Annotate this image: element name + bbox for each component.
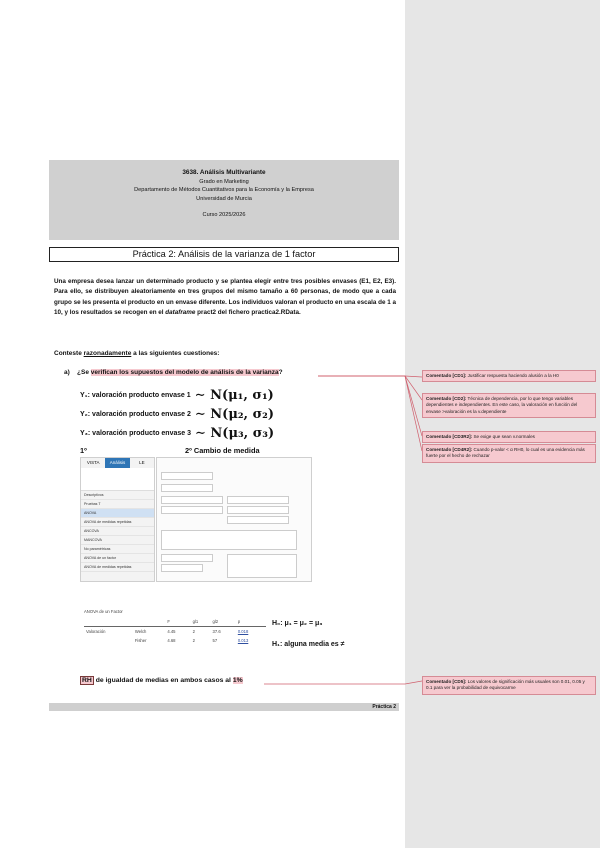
table-cell: 2 <box>192 629 195 634</box>
y-label: Y₁: valoración producto envase 1 <box>80 392 191 399</box>
comment-text: Se exige que sean v.normales <box>473 434 535 439</box>
rh-highlight[interactable]: 1% <box>232 677 243 684</box>
question-prefix: ¿Se <box>77 369 89 376</box>
menu-item[interactable]: ANOVA <box>81 509 154 518</box>
table-cell: 4.45 <box>167 629 176 634</box>
anova-results <box>84 609 266 645</box>
tab-vista[interactable]: VISTA <box>86 460 100 465</box>
course-title: 3638. Análisis Multivariante <box>182 169 266 176</box>
table-header <box>133 617 166 627</box>
comment-text: Técnica de dependencia, por lo que tengo variables dependientes e independientes. En este caso, la valoración en función del envase >valoración es la v.dependiente <box>426 396 578 414</box>
menu-item[interactable]: ANOVA de medidas repetidas <box>81 563 154 572</box>
table-header: F <box>165 617 190 627</box>
table-cell: 4.68 <box>167 638 176 643</box>
table-header: gl1 <box>191 617 211 627</box>
hypothesis-h0: H₀: μ₁ = μ₂ = μ₃ <box>272 620 323 627</box>
table-row <box>84 627 266 637</box>
option-field[interactable] <box>161 506 223 514</box>
instructions-prefix: Conteste <box>54 350 82 357</box>
university: Universidad de Murcia <box>196 195 252 202</box>
intro-main: Una empresa desea lanzar un determinado producto y se plantea elegir entre tres posibles envases (E1, E2, E3). Para ello, se distribuyen aleatoriamente en tres grupos del mismo tamaño a 60 personas, de modo que a cada grupo se les presenta el producto en un envase diferente. Los individuos valoran el producto en una escala de 1 a 10, y los resultados se recogen en el <box>54 278 396 317</box>
question-a <box>64 369 283 376</box>
anova-title: ANOVA de un Factor <box>84 609 123 614</box>
comment-tag: Comentado [CD5]: <box>426 679 467 684</box>
table-cell: Fisher <box>134 638 147 643</box>
table-cell: Valoración <box>86 629 106 634</box>
table-cell: 2 <box>192 638 195 643</box>
y-variable-list <box>80 386 274 443</box>
table-header-row <box>84 617 266 627</box>
table-cell: 0.018 <box>237 629 249 634</box>
options-panel[interactable] <box>227 554 297 578</box>
table-header: p <box>236 617 266 627</box>
comment-tag: Comentado [CD2]: <box>426 396 467 401</box>
question-suffix: ? <box>278 369 283 376</box>
menu-item[interactable]: MANCOVA <box>81 536 154 545</box>
footer-label: Práctica 2 <box>372 704 396 710</box>
comment-cd2[interactable] <box>422 393 596 418</box>
table-cell <box>84 636 133 645</box>
comment-cd5[interactable] <box>422 676 596 695</box>
academic-year: Curso 2025/2026 <box>202 212 246 219</box>
analysis-menu <box>81 491 154 572</box>
menu-item[interactable]: ANOVA de un factor <box>81 554 154 563</box>
software-options-screenshot <box>156 457 312 582</box>
y-label: Y₃: valoración producto envase 3 <box>80 430 191 437</box>
table-row <box>84 636 266 645</box>
handwritten-note: ∼ N(μ₂, σ₂) <box>194 407 275 422</box>
step-label-1: 1º <box>80 446 87 455</box>
tab-analisis[interactable]: Análisis <box>105 458 129 468</box>
handwritten-note: ∼ N(μ₁, σ₁) <box>194 388 274 403</box>
page-footer <box>49 703 399 711</box>
comment-tag: Comentado [CD1]: <box>426 373 467 378</box>
rh-boxed[interactable]: RH <box>82 677 92 684</box>
handwritten-note: ∼ N(μ₃, σ₃) <box>195 426 275 441</box>
menu-item[interactable]: Descriptivos <box>81 491 154 500</box>
practice-title: Práctica 2: Análisis de la varianza de 1 factor <box>49 247 399 262</box>
software-menu-screenshot <box>80 457 155 582</box>
menu-item[interactable]: ANCOVA <box>81 527 154 536</box>
software-tabs <box>81 458 154 468</box>
question-marker: a) <box>64 369 70 376</box>
table-cell: 57 <box>212 638 218 643</box>
table-header <box>84 617 133 627</box>
option-field[interactable] <box>161 554 213 562</box>
comment-cd3r2[interactable] <box>422 431 596 443</box>
degree: Grado en Marketing <box>199 178 249 185</box>
option-field[interactable] <box>227 496 289 504</box>
menu-item[interactable]: ANOVA de medidas repetidas <box>81 518 154 527</box>
menu-item[interactable]: Pruebas T <box>81 500 154 509</box>
department: Departamento de Métodos Cuantitativos para la Economía y la Empresa <box>134 187 314 194</box>
intro-italic: dataframe <box>165 309 196 317</box>
anova-table <box>84 617 266 645</box>
comment-cd4r2[interactable] <box>422 444 596 463</box>
y-line-3 <box>80 424 274 443</box>
step-label-2: 2º Cambio de medida <box>185 446 260 455</box>
question-highlight[interactable]: verifican los supuestos del modelo de análisis de la varianza <box>90 369 279 376</box>
option-field[interactable] <box>161 472 213 480</box>
table-cell: 37.6 <box>212 629 221 634</box>
rh-text: de igualdad de medias en ambos casos al <box>95 677 231 684</box>
comment-text: Cuando p-valor < α RH0, lo cual es una evidencia más fuerte por el hecho de rechazar <box>426 447 585 459</box>
y-label: Y₂: valoración producto envase 2 <box>80 411 191 418</box>
rh-conclusion <box>80 677 243 684</box>
comment-tag: Comentado [CD4R2]: <box>426 447 473 452</box>
options-panel[interactable] <box>161 530 297 550</box>
table-cell: Welch <box>134 629 147 634</box>
comment-tag: Comentado [CD3R2]: <box>426 434 473 439</box>
comment-text: Justificar respuesta haciendo alusión a la H0 <box>467 373 559 378</box>
intro-end: pract2 del fichero practica2.RData. <box>197 309 301 317</box>
option-field[interactable] <box>161 564 203 572</box>
y-line-2 <box>80 405 274 424</box>
instructions <box>54 350 219 357</box>
course-header <box>49 160 399 240</box>
table-cell: 0.013 <box>237 638 249 643</box>
tab-le[interactable]: LE <box>139 460 145 465</box>
software-ribbon <box>81 468 154 491</box>
table-header: gl2 <box>211 617 236 627</box>
intro-paragraph <box>54 277 396 319</box>
instructions-suffix: a las siguientes cuestiones: <box>133 350 220 357</box>
hypothesis-h1: H₁: alguna media es ≠ <box>272 641 345 648</box>
option-field[interactable] <box>161 484 213 492</box>
comment-cd1[interactable] <box>422 370 596 382</box>
instructions-underlined: razonadamente <box>83 350 132 357</box>
option-field[interactable] <box>227 516 289 524</box>
y-line-1 <box>80 386 274 405</box>
menu-item[interactable]: No paramétricas <box>81 545 154 554</box>
option-field[interactable] <box>227 506 289 514</box>
option-field[interactable] <box>161 496 223 504</box>
comments-margin <box>405 0 600 848</box>
comment-text: Los valores de significación más usuales son 0.01, 0.05 y 0.1 para ver la probabilidad de equivocarme <box>426 679 585 691</box>
